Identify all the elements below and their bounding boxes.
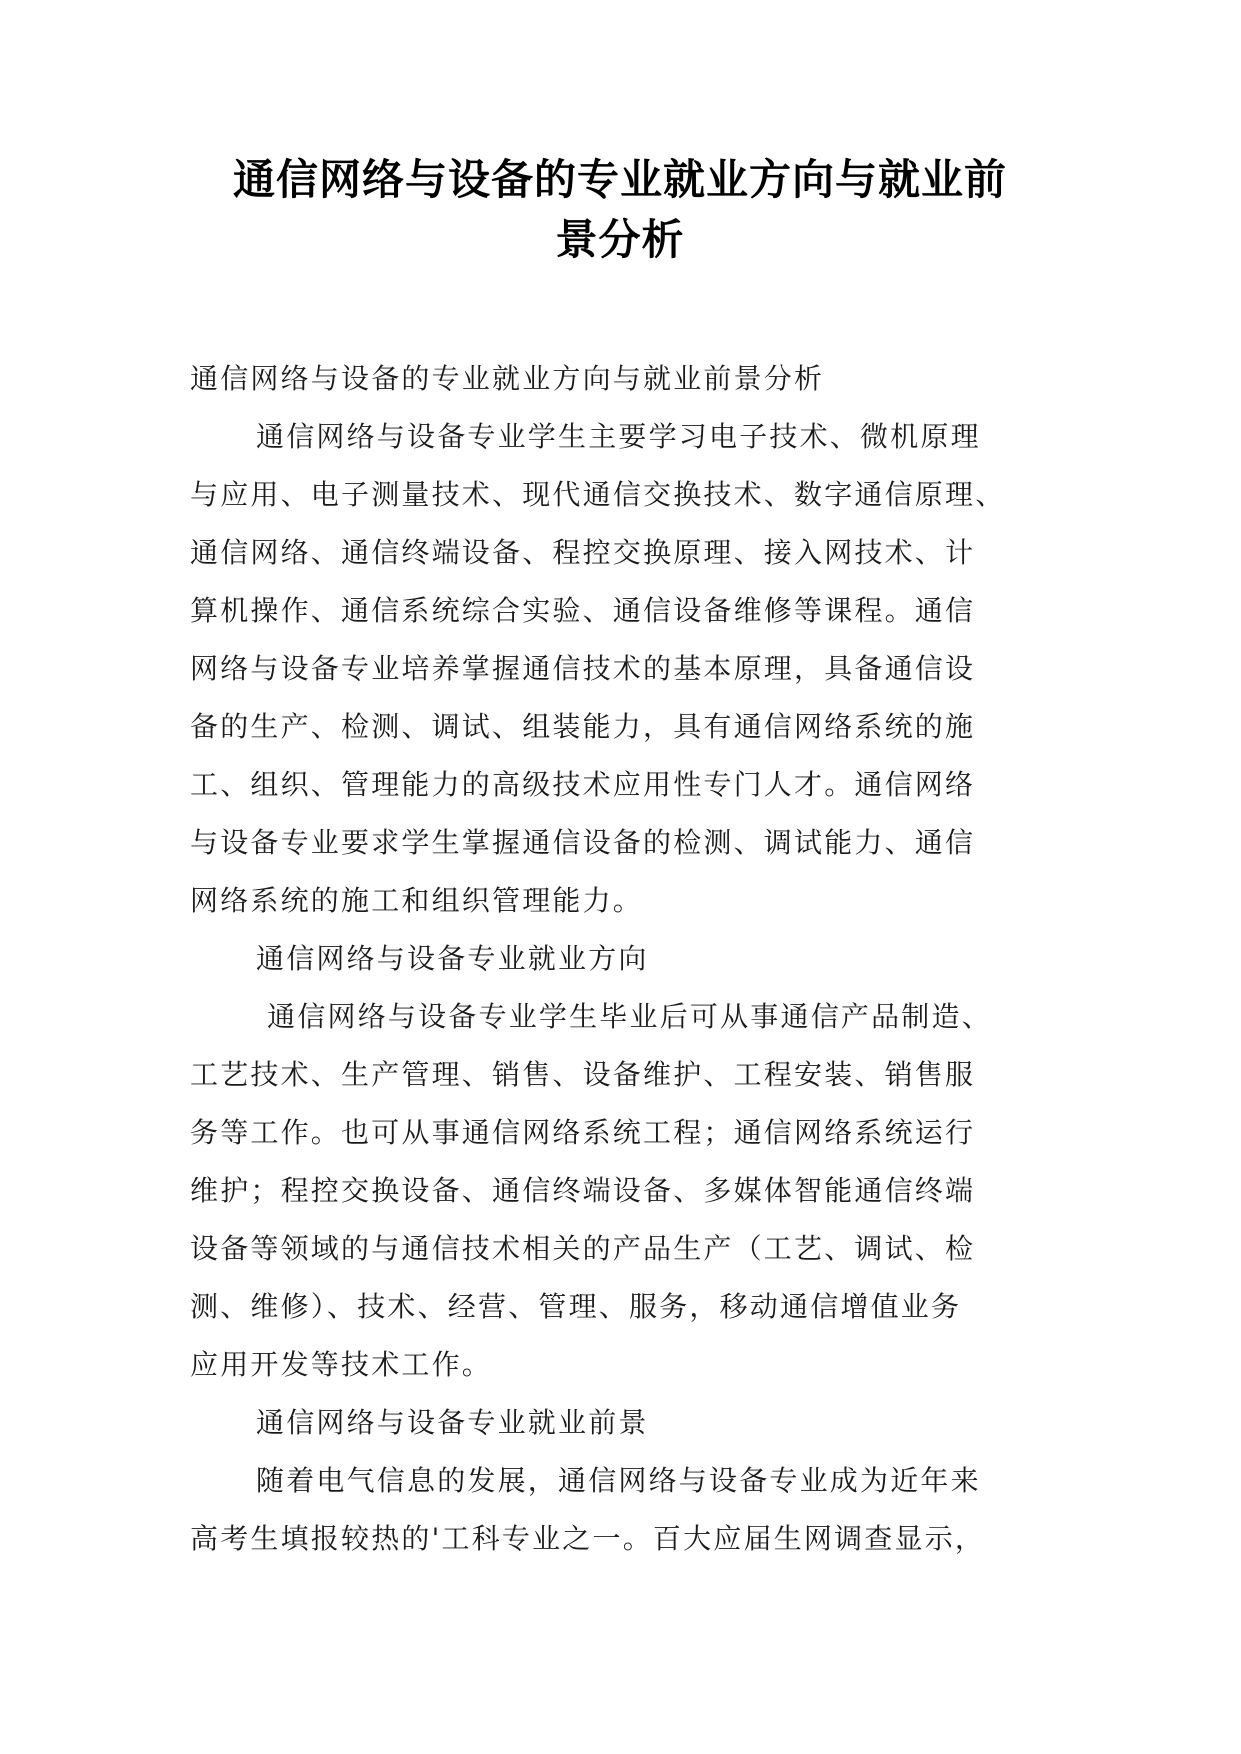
body-paragraph: [190, 1452, 1060, 1568]
text-line: 务等工作。也可从事通信网络系统工程；通信网络系统运行: [190, 1116, 976, 1149]
text-line: 测、维修）、技术、经营、管理、服务，移动通信增值业务: [190, 1290, 962, 1323]
document-body: [190, 350, 1060, 1568]
body-paragraph: [190, 408, 1060, 930]
text-line: 算机操作、通信系统综合实验、通信设备维修等课程。通信: [190, 594, 976, 627]
text-line: 网络与设备专业培养掌握通信技术的基本原理，具备通信设: [190, 652, 976, 685]
text-line: 设备等领域的与通信技术相关的产品生产（工艺、调试、检: [190, 1232, 976, 1265]
text-line: 高考生填报较热的'工科专业之一。百大应届生网调查显示，: [190, 1522, 986, 1555]
text-line: 通信网络、通信终端设备、程控交换原理、接入网技术、计: [190, 536, 976, 569]
section-heading: [190, 1394, 1060, 1452]
text-line: 通信网络与设备专业就业前景: [256, 1406, 649, 1439]
text-line: 工、组织、管理能力的高级技术应用性专门人才。通信网络: [190, 768, 976, 801]
document-title-line: 通信网络与设备的专业就业方向与就业前: [232, 155, 1007, 204]
text-line: 与应用、电子测量技术、现代通信交换技术、数字通信原理、: [190, 478, 1006, 511]
body-paragraph: [190, 350, 1060, 408]
text-line: 通信网络与设备专业学生主要学习电子技术、微机原理: [256, 420, 981, 453]
document-title: [190, 150, 1050, 270]
text-line: 与设备专业要求学生掌握通信设备的检测、调试能力、通信: [190, 826, 976, 859]
document-title-line: 景分析: [555, 215, 685, 264]
text-line: 应用开发等技术工作。: [190, 1348, 493, 1381]
text-line: 维护；程控交换设备、通信终端设备、多媒体智能通信终端: [190, 1174, 976, 1207]
text-line: 通信网络与设备专业就业方向: [256, 942, 649, 975]
body-paragraph: [190, 988, 1060, 1394]
text-line: 网络系统的施工和组织管理能力。: [190, 884, 644, 917]
text-line: 通信网络与设备专业学生毕业后可从事通信产品制造、: [256, 1000, 992, 1033]
text-line: 备的生产、检测、调试、组装能力，具有通信网络系统的施: [190, 710, 976, 743]
section-heading: [190, 930, 1060, 988]
text-line: 随着电气信息的发展，通信网络与设备专业成为近年来: [256, 1464, 981, 1497]
text-line: 通信网络与设备的专业就业方向与就业前景分析: [190, 362, 825, 395]
text-line: 工艺技术、生产管理、销售、设备维护、工程安装、销售服: [190, 1058, 976, 1091]
